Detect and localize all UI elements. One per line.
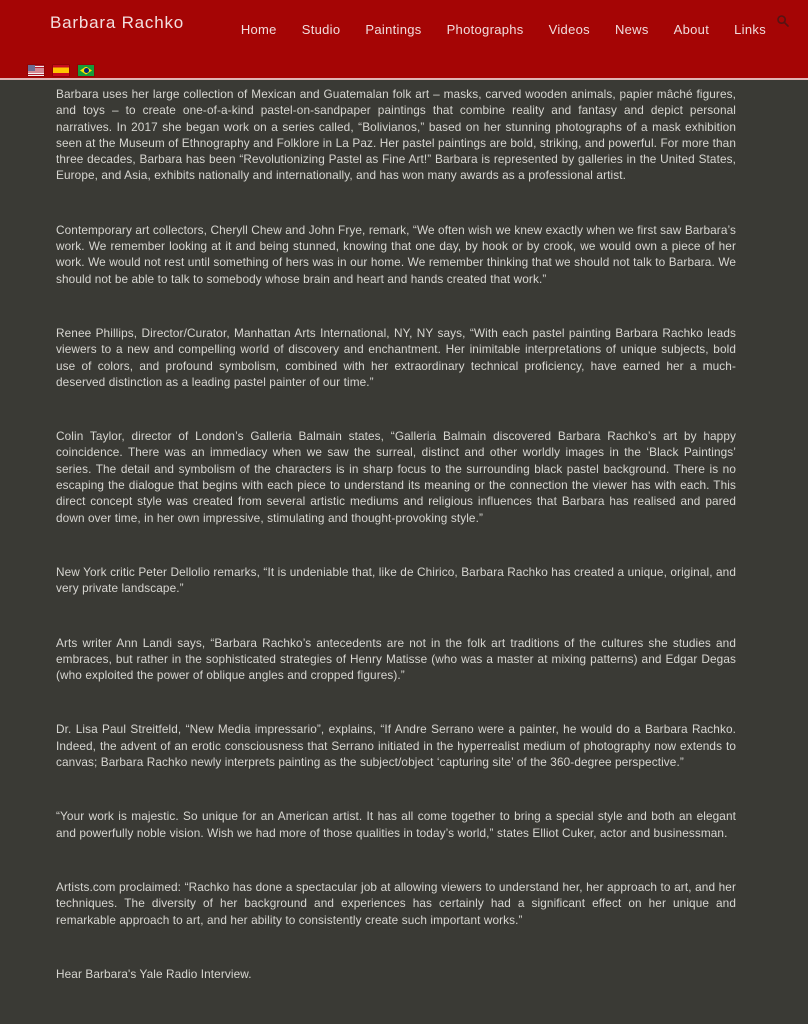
paragraph-chew-frye-quote: Contemporary art collectors, Cheryll Chew and John Frye, remark, “We often wish we knew exactly when we first saw Barbara’s work. We remember looking at it and being stunned, knowing that one day, by hook or by crook, we would own a piece of her work. We would not rest until something of hers was in our home. We remember thinking that we should not talk to Barbara. We should not be able to talk to somebody whose brain and heart and hands created that work.” xyxy=(56,222,736,286)
paragraph-taylor-quote: Colin Taylor, director of London’s Galleria Balmain states, “Galleria Balmain discovered Barbara Rachko’s art by happy coincidence. There was an immediacy when we saw the surreal, distinct and other worldly images in the ‘Black Paintings’ series. The detail and symbolism of the characters is in sharp focus to the surrounding black pastel background. There is no escaping the dialogue that begins with each piece to understand its meaning or the connection the viewer has with each. This direct concept style was created from several artistic mediums and religious influences that Barbara has realised and pared down over time, in her own impressive, stimulating and thought-provoking style.” xyxy=(56,429,736,525)
nav-item-videos[interactable]: Videos xyxy=(548,22,590,37)
main-nav xyxy=(241,22,766,37)
nav-item-photographs[interactable]: Photographs xyxy=(446,22,524,37)
paragraph-cuker-quote: “Your work is majestic. So unique for an American artist. It has all come together to bring a special style and both an elegant and powerfully noble vision. Wish we had more of those qualities in today’s world,” states Elliot Cuker, actor and businessman. xyxy=(56,809,736,840)
spain-flag-icon[interactable] xyxy=(53,65,69,76)
paragraph-landi-quote: Arts writer Ann Landi says, “Barbara Rachko’s antecedents are not in the folk art traditions of the cultures she studies and embraces, but rather in the sophisticated strategies of Henry Matisse (who was a master at mixing patterns) and Edgar Degas (who exploited the power of oblique angles and cropped figures).” xyxy=(56,635,736,683)
paragraph-artists-com: Artists.com proclaimed: “Rachko has done a spectacular job at allowing viewers to understand her, her approach to art, and her techniques. The diversity of her background and experiences has certainly had a significant effect on her unique and remarkable approach to art, and her ability to consistently create such important works.” xyxy=(56,879,736,927)
nav-item-paintings[interactable]: Paintings xyxy=(365,22,422,37)
paragraph-streitfeld-quote: Dr. Lisa Paul Streitfeld, “New Media impressario”, explains, “If Andre Serrano were a painter, he would do a Barbara Rachko. Indeed, the advent of an erotic consciousness that Serrano initiated in the hyperrealist medium of photography now extends to canvas; Barbara Rachko newly interprets painting as the subject/object ‘capturing site’ of the 360-degree perspective.” xyxy=(56,722,736,770)
nav-item-about[interactable]: About xyxy=(673,22,710,37)
nav-item-links[interactable]: Links xyxy=(734,22,766,37)
us-flag-icon[interactable] xyxy=(28,65,44,76)
site-header xyxy=(0,0,808,80)
brazil-flag-icon[interactable] xyxy=(78,65,94,76)
nav-item-studio[interactable]: Studio xyxy=(301,22,341,37)
nav-item-home[interactable]: Home xyxy=(240,22,277,37)
page-content xyxy=(0,80,808,982)
paragraph-dellolio-quote: New York critic Peter Dellolio remarks, “It is undeniable that, like de Chirico, Barbara Rachko has created a unique, original, and very private landscape.” xyxy=(56,564,736,596)
site-title[interactable]: Barbara Rachko xyxy=(50,13,185,32)
paragraph-intro: Barbara uses her large collection of Mexican and Guatemalan folk art – masks, carved wooden animals, papier mâché figures, and toys – to create one-of-a-kind pastel-on-sandpaper paintings that combine reality and fantasy and depict personal narratives. In 2017 she began work on a series called, “Bolivianos,” based on her stunning photographs of a mask exhibition seen at the Museum of Ethnography and Folklore in La Paz. Her pastel paintings are bold, striking, and powerful. For more than three decades, Barbara has been “Revolutionizing Pastel as Fine Art!” Barbara is represented by galleries in the United States, Europe, and Asia, exhibits nationally and internationally, and has won many awards as a professional artist. xyxy=(56,87,736,183)
language-flag-row xyxy=(28,65,94,76)
search-icon[interactable] xyxy=(776,14,790,28)
nav-item-news[interactable]: News xyxy=(614,22,649,37)
yale-radio-interview-text[interactable]: Hear Barbara's Yale Radio Interview. xyxy=(56,966,252,981)
paragraph-phillips-quote: Renee Phillips, Director/Curator, Manhattan Arts International, NY, NY says, “With each pastel painting Barbara Rachko leads viewers to a new and compelling world of discovery and enchantment. Her inimitable interpretations of unique subjects, bold use of colors, and profound symbolism, combined with her extraordinary technical proficiency, have earned her a much-deserved distinction as a leading pastel painter of our time.” xyxy=(56,325,736,389)
